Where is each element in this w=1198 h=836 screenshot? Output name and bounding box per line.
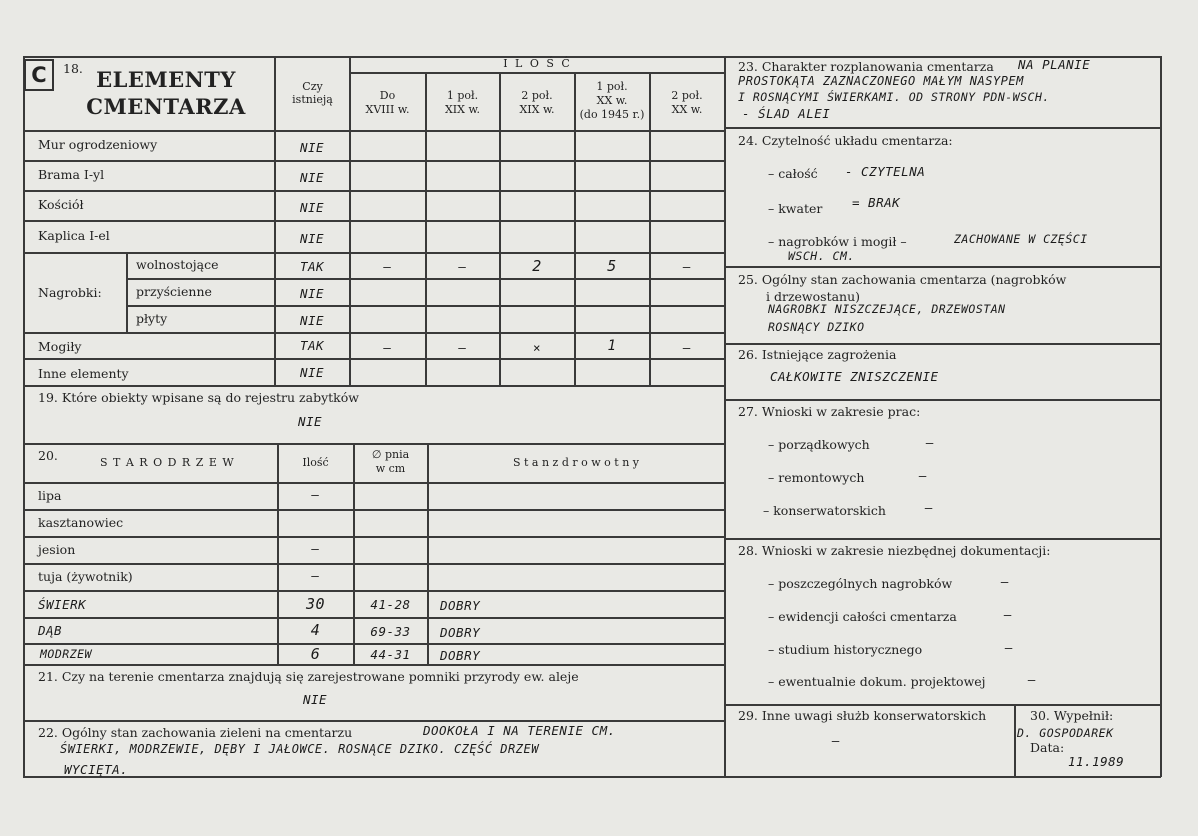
q28-value: –: [1028, 672, 1037, 687]
q28-item: – ewidencji całości cmentarza: [768, 609, 957, 624]
q30-date-label: Data:: [1030, 740, 1065, 755]
divider: [23, 56, 25, 777]
col-header: (do 1945 r.): [579, 108, 645, 121]
q20-col-stan: S t a n z d r o w o t n y: [512, 456, 640, 469]
q22-label: 22. Ogólny stan zachowania zieleni na cmentarzu: [38, 725, 353, 740]
q30-name: D. GOSPODAREK: [1017, 726, 1114, 740]
q21-answer: NIE: [303, 692, 328, 707]
row-label: Kaplica I-el: [38, 228, 110, 243]
row-value: TAK: [299, 338, 325, 353]
tree-health: DOBRY: [440, 625, 481, 640]
q21-label: 21. Czy na terenie cmentarza znajdują się zarejestrowane pomniki przyrody ew. aleje: [38, 669, 579, 684]
col-header: 2 poł.: [521, 89, 553, 102]
col-header: 1 poł.: [446, 89, 479, 102]
q24-label: 24. Czytelność układu cmentarza:: [738, 133, 953, 148]
row-label: płyty: [136, 311, 168, 326]
tree-name: ŚWIERK: [38, 597, 87, 612]
section-title: CMENTARZA: [86, 94, 246, 119]
q27-label: 27. Wnioski w zakresie prac:: [738, 404, 921, 419]
qty-value: 5: [607, 257, 617, 275]
row-label: wolnostojące: [136, 257, 219, 272]
tree-qty: –: [311, 487, 320, 502]
col-header: XIX w.: [444, 103, 481, 116]
q25-label: i drzewostanu): [766, 289, 861, 304]
q24-item: – kwater: [768, 201, 823, 216]
q25-value: ROSNĄCY DZIKO: [768, 320, 865, 334]
qty-value: ×: [532, 340, 542, 355]
q23-value: I ROSNĄCYMI ŚWIERKAMI. OD STRONY PDN-WSCH.: [738, 90, 1050, 104]
q30-label: 30. Wypełnił:: [1030, 708, 1114, 723]
tree-qty: –: [311, 568, 320, 583]
col-header: XX w.: [671, 103, 703, 116]
tree-diameter: 69-33: [370, 624, 411, 639]
row-label: Mur ogrodzeniowy: [38, 137, 158, 152]
row-value: NIE: [299, 170, 325, 185]
q24-value: WSCH. CM.: [788, 249, 855, 263]
tree-diameter: 41-28: [370, 597, 411, 612]
row-label: przyścienne: [136, 284, 212, 299]
q28-item: – studium historycznego: [768, 642, 923, 657]
tree-name: MODRZEW: [40, 647, 92, 661]
col-header: XIX w.: [519, 103, 555, 116]
q23-value: PROSTOKĄTA ZAZNACZONEGO MAŁYM NASYPEM: [738, 74, 1024, 88]
qty-value: –: [383, 259, 392, 274]
q23-label: 23. Charakter rozplanowania cmentarza: [738, 59, 994, 74]
q27-value: –: [919, 468, 928, 483]
divider: [23, 776, 725, 778]
row-value: NIE: [299, 286, 325, 301]
section-title: ELEMENTY: [96, 67, 236, 92]
q29-value: –: [832, 733, 841, 748]
qty-value: 2: [532, 257, 542, 275]
row-value: NIE: [299, 200, 325, 215]
row-label: Mogiły: [38, 339, 82, 354]
tree-health: DOBRY: [440, 648, 481, 663]
header-czy: istnieją: [292, 93, 333, 106]
qty-value: –: [383, 340, 392, 355]
q28-value: –: [1001, 574, 1010, 589]
col-header: XX w.: [596, 94, 628, 107]
q28-item: – ewentualnie dokum. projektowej: [768, 674, 986, 689]
row-value: NIE: [299, 140, 325, 155]
tree-name: DĄB: [38, 623, 63, 638]
q27-item: – remontowych: [768, 470, 865, 485]
q23-value: NA PLANIE: [1018, 57, 1091, 72]
tree-diameter: 44-31: [370, 647, 411, 662]
q23-value: - ŚLAD ALEI: [742, 106, 831, 121]
qty-value: 1: [607, 338, 617, 354]
header-ilosc: I L O Ś Ć: [503, 57, 572, 70]
q27-value: –: [926, 435, 935, 450]
q20-col-pnia: w cm: [375, 462, 406, 475]
tree-name: kasztanowiec: [38, 515, 124, 530]
q30-date: 11.1989: [1068, 754, 1125, 769]
q20-col-ilosc: Ilość: [302, 456, 329, 469]
q24-item: – nagrobków i mogił –: [768, 234, 907, 249]
col-header: Do: [379, 89, 396, 102]
q26-label: 26. Istniejące zagrożenia: [738, 347, 897, 362]
tree-name: lipa: [38, 488, 62, 503]
section-c-badge: C: [24, 59, 54, 91]
col-header: 1 poł.: [596, 80, 628, 93]
col-header: 2 poł.: [671, 89, 703, 102]
q24-value: = BRAK: [852, 195, 901, 210]
q27-item: – konserwatorskich: [763, 503, 886, 518]
q20-number: 20.: [38, 448, 58, 463]
section-number: 18.: [63, 61, 83, 76]
q27-item: – porządkowych: [768, 437, 870, 452]
tree-qty: 30: [305, 595, 326, 613]
row-label: Inne elementy: [38, 366, 129, 381]
q25-value: NAGROBKI NISZCZEJĄCE, DRZEWOSTAN: [768, 302, 1006, 316]
q19-answer: NIE: [298, 414, 323, 429]
tree-qty: 6: [310, 645, 321, 663]
q24-value: ZACHOWANE W CZĘŚCI: [954, 232, 1088, 246]
q28-value: –: [1004, 607, 1013, 622]
qty-value: –: [458, 340, 467, 355]
q22-value: ŚWIERKI, MODRZEWIE, DĘBY I JAŁOWCE. ROSNĄCE DZIKO. CZĘŚĆ DRZEW: [60, 742, 539, 756]
row-label: Brama I-yl: [38, 167, 105, 182]
col-header: XVIII w.: [365, 103, 410, 116]
row-value: NIE: [299, 313, 325, 328]
tree-qty: –: [311, 541, 320, 556]
q26-value: CAŁKOWITE ZNISZCZENIE: [770, 369, 939, 384]
nagrobki-label: Nagrobki:: [38, 285, 102, 300]
q22-value: DOOKOŁA I NA TERENIE CM.: [423, 723, 616, 738]
qty-value: –: [682, 340, 692, 355]
qty-value: –: [682, 259, 692, 274]
q28-label: 28. Wnioski w zakresie niezbędnej dokumentacji:: [738, 543, 1051, 558]
row-value: NIE: [299, 231, 325, 246]
q25-label: 25. Ogólny stan zachowania cmentarza (nagrobków: [738, 272, 1067, 287]
q24-item: – całość: [768, 166, 818, 181]
header-czy: Czy: [302, 80, 323, 93]
q29-label: 29. Inne uwagi służb konserwatorskich: [738, 708, 987, 723]
q27-value: –: [925, 500, 934, 515]
qty-value: –: [458, 259, 467, 274]
q20-col-pnia: ∅ pnia: [371, 448, 410, 461]
tree-name: jesion: [38, 542, 76, 557]
row-value: TAK: [299, 259, 325, 274]
q20-title: S T A R O D R Z E W: [100, 456, 235, 469]
row-value: NIE: [299, 365, 325, 380]
q28-item: – poszczególnych nagrobków: [768, 576, 953, 591]
tree-name: tuja (żywotnik): [38, 569, 133, 584]
tree-qty: 4: [310, 621, 321, 639]
q24-value: - CZYTELNA: [845, 164, 926, 179]
q28-value: –: [1005, 640, 1014, 655]
divider: [724, 56, 726, 777]
tree-health: DOBRY: [440, 598, 481, 613]
q22-value: WYCIĘTA.: [64, 762, 129, 777]
q19-label: 19. Które obiekty wpisane są do rejestru zabytków: [38, 390, 359, 405]
row-label: Kościół: [38, 197, 84, 212]
